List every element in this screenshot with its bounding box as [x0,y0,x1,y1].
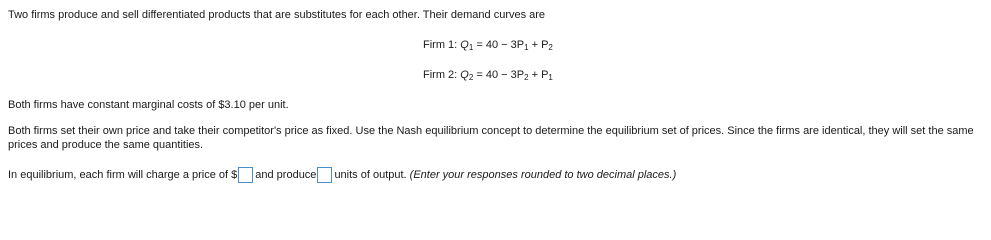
firm1-equation-body: = 40 − 3P [473,39,525,51]
firm2-demand-equation [423,68,553,82]
firm2-label: Firm 2: [423,69,458,81]
firm1-rival-price-subscript: 2 [548,43,553,52]
firm1-own-price-subscript: 1 [524,43,529,52]
quantity-answer-input[interactable] [317,167,332,183]
answer-middle: and produce [255,169,317,181]
firm1-quantity-symbol: Q [460,39,469,51]
problem-intro: Two firms produce and sell differentiated products that are substitutes for each other. Their demand curves are [8,9,546,21]
firm2-equation-plus: + P [528,69,549,81]
firm1-quantity-subscript: 1 [468,43,474,52]
firm2-quantity-subscript: 2 [468,73,474,82]
marginal-cost-statement: Both firms have constant marginal costs of $3.10 per unit. [8,99,289,111]
price-answer-input[interactable] [238,167,253,183]
firm1-label: Firm 1: [423,39,458,51]
firm2-rival-price-subscript: 1 [548,73,553,82]
firm2-equation-body: = 40 − 3P [473,69,525,81]
firm2-quantity-symbol: Q [460,69,469,81]
firm1-equation-plus: + P [528,39,549,51]
answer-row [8,166,676,184]
firm1-demand-equation [423,38,553,52]
answer-prefix: In equilibrium, each firm will charge a price of $ [8,169,238,181]
problem-instructions: Both firms set their own price and take their competitor's price as fixed. Use the Nash equilibrium concept to determine the equilibrium set of prices. Since the firms are identical, they will set the same prices and produce the same quantities. [8,125,974,151]
firm2-own-price-subscript: 2 [524,73,529,82]
answer-suffix: units of output. [334,169,407,181]
rounding-note: (Enter your responses rounded to two decimal places.) [409,169,677,181]
